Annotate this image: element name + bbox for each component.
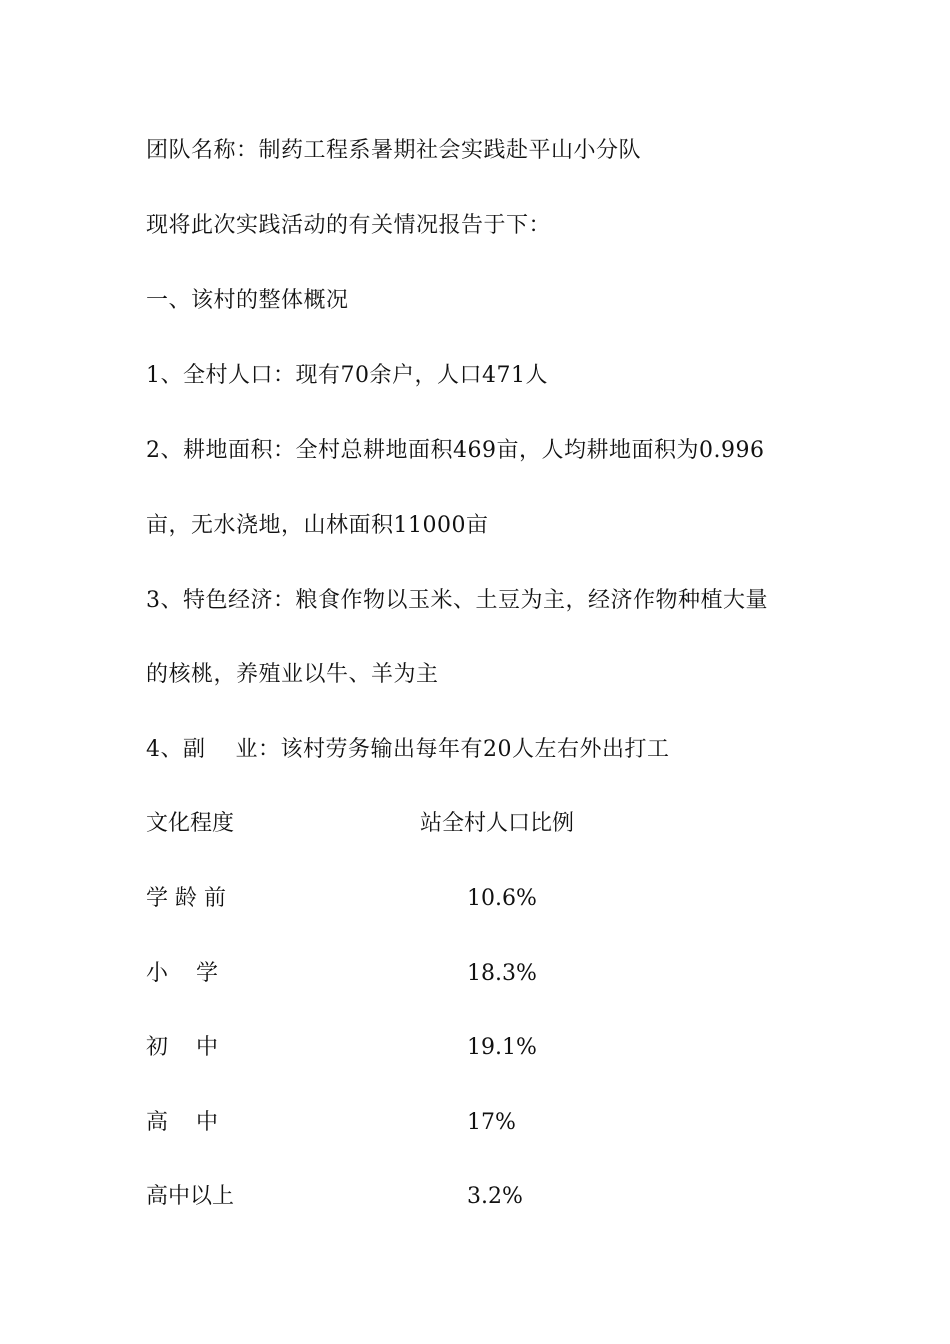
item-farmland-line1: 2、耕地面积：全村总耕地面积469亩，人均耕地面积为0.996 xyxy=(146,438,765,463)
row-label: 小 学 xyxy=(146,961,218,986)
item-population: 1、全村人口：现有70余户，人口471人 xyxy=(146,363,548,388)
row-label: 学 龄 前 xyxy=(146,886,226,911)
row-value: 19.1% xyxy=(467,1035,537,1060)
row-value: 3.2% xyxy=(467,1184,523,1209)
item-sideline: 4、副 业：该村劳务输出每年有20人左右外出打工 xyxy=(146,737,670,762)
row-label: 初 中 xyxy=(146,1035,218,1060)
section-heading: 一、该村的整体概况 xyxy=(146,288,349,313)
item-economy-line2: 的核桃，养殖业以牛、羊为主 xyxy=(146,662,439,687)
row-value: 17% xyxy=(467,1110,516,1135)
team-name-line: 团队名称：制药工程系暑期社会实践赴平山小分队 xyxy=(146,138,642,163)
item-economy-line1: 3、特色经济：粮食作物以玉米、土豆为主，经济作物种植大量 xyxy=(146,588,768,613)
row-value: 10.6% xyxy=(467,886,537,911)
table-header-ratio: 站全村人口比例 xyxy=(420,811,575,836)
row-value: 18.3% xyxy=(467,961,537,986)
table-header-education: 文化程度 xyxy=(146,811,235,836)
item-farmland-line2: 亩，无水浇地，山林面积11000亩 xyxy=(146,513,489,538)
row-label: 高 中 xyxy=(146,1110,218,1135)
intro-line: 现将此次实践活动的有关情况报告于下： xyxy=(146,213,552,238)
row-label: 高中以上 xyxy=(146,1184,235,1209)
